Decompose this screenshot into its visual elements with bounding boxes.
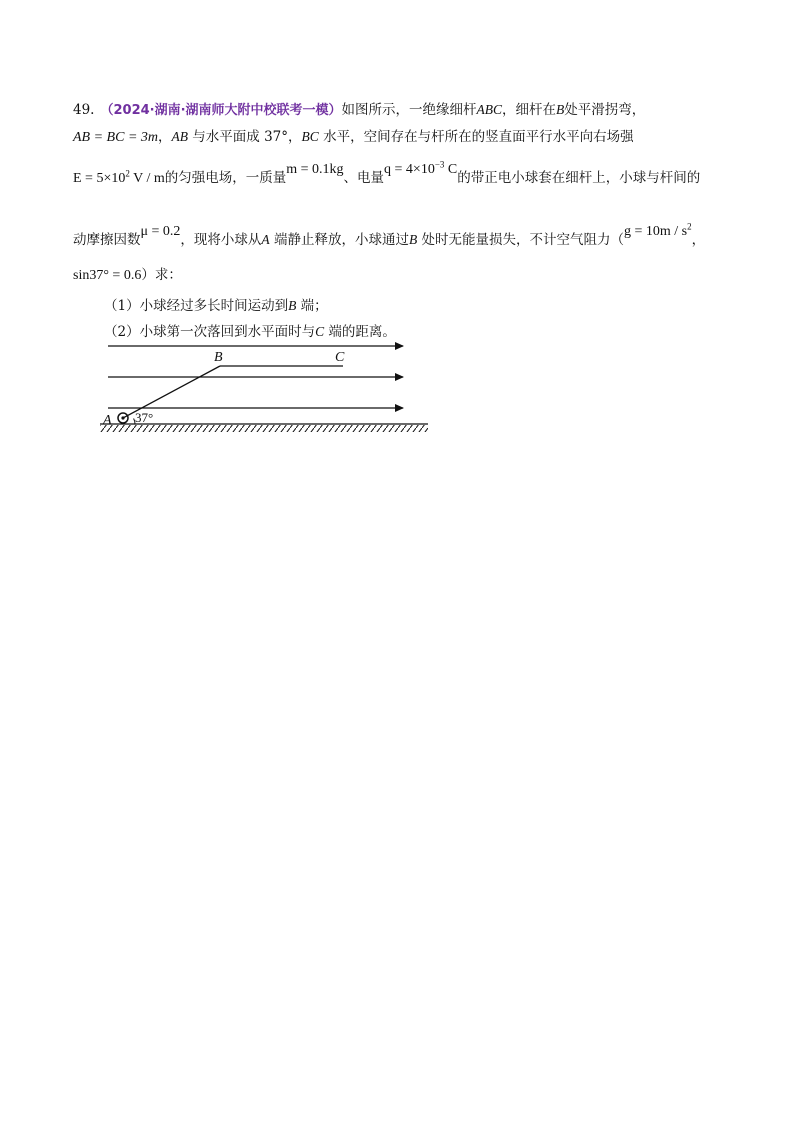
ground-hatch <box>100 425 428 432</box>
problem-source: （2024·湖南·湖南师大附中校联考一模） <box>100 103 342 118</box>
problem-line-4 <box>73 221 706 249</box>
question-1 <box>104 294 328 314</box>
text: （2）小球第一次落回到水平面时与 <box>104 324 316 340</box>
e-exp: 2 <box>125 168 130 179</box>
text: 如图所示，一绝缘细杆 <box>341 102 477 118</box>
q-unit: C <box>444 162 458 177</box>
var-c: C <box>315 324 325 339</box>
question-2 <box>104 320 396 340</box>
equation-m: m = 0.1kg <box>286 162 344 177</box>
text: 的匀强电场，一质量 <box>164 170 287 186</box>
text: 水平，空间存在与杆所在的竖直面平行水平向右场强 <box>318 129 634 145</box>
q-exp: −3 <box>434 159 445 170</box>
text: 动摩擦因数 <box>73 232 141 248</box>
label-b: B <box>214 350 223 365</box>
problem-line-3 <box>73 159 701 187</box>
label-a: A <box>103 413 112 428</box>
var-ab: AB <box>171 129 188 144</box>
var-bc: BC <box>301 129 319 144</box>
equation-sin37: sin37° = 0.6 <box>73 268 142 283</box>
text: 、电量 <box>343 170 385 186</box>
var-abc: ABC <box>476 102 503 117</box>
text: 端； <box>296 298 328 314</box>
text: ， <box>158 129 172 145</box>
ball-center <box>121 416 124 419</box>
text: ）求： <box>141 267 182 283</box>
equation-mu: μ = 0.2 <box>140 224 181 239</box>
equation-ab-bc: AB = BC = 3m <box>73 130 158 145</box>
text: 端静止释放，小球通过 <box>269 232 409 248</box>
var-b: B <box>288 298 297 313</box>
text: 与水平面成 37°， <box>188 129 302 145</box>
q-base: q = 4×10 <box>384 162 435 177</box>
text: 端的距离。 <box>324 324 396 340</box>
var-a: A <box>261 232 270 247</box>
text: 的带正电小球套在细杆上，小球与杆间的 <box>457 170 701 186</box>
e-base: E = 5×10 <box>73 171 126 186</box>
text: （1）小球经过多长时间运动到 <box>104 298 289 314</box>
g-exp: 2 <box>687 221 692 232</box>
text: 处时无能量损失，不计空气阻力（ <box>417 232 624 248</box>
e-unit: V / m <box>129 171 165 186</box>
problem-line-1 <box>73 98 645 118</box>
text: ，现将小球从 <box>180 232 262 248</box>
var-b: B <box>556 102 565 117</box>
text: ，细杆在 <box>502 102 557 118</box>
var-b: B <box>408 232 418 247</box>
figure-diagram <box>98 340 438 435</box>
g-base: g = 10m / s <box>624 224 688 239</box>
text: 处平滑拐弯， <box>564 102 646 118</box>
problem-line-2 <box>73 125 634 146</box>
problem-number: 49. <box>73 102 95 118</box>
label-angle: 37° <box>135 410 154 425</box>
text: ， <box>691 232 706 248</box>
equation-q <box>384 159 458 177</box>
equation-e <box>73 168 165 186</box>
equation-g <box>624 221 692 239</box>
problem-line-5 <box>73 263 182 284</box>
label-c: C <box>335 350 345 365</box>
